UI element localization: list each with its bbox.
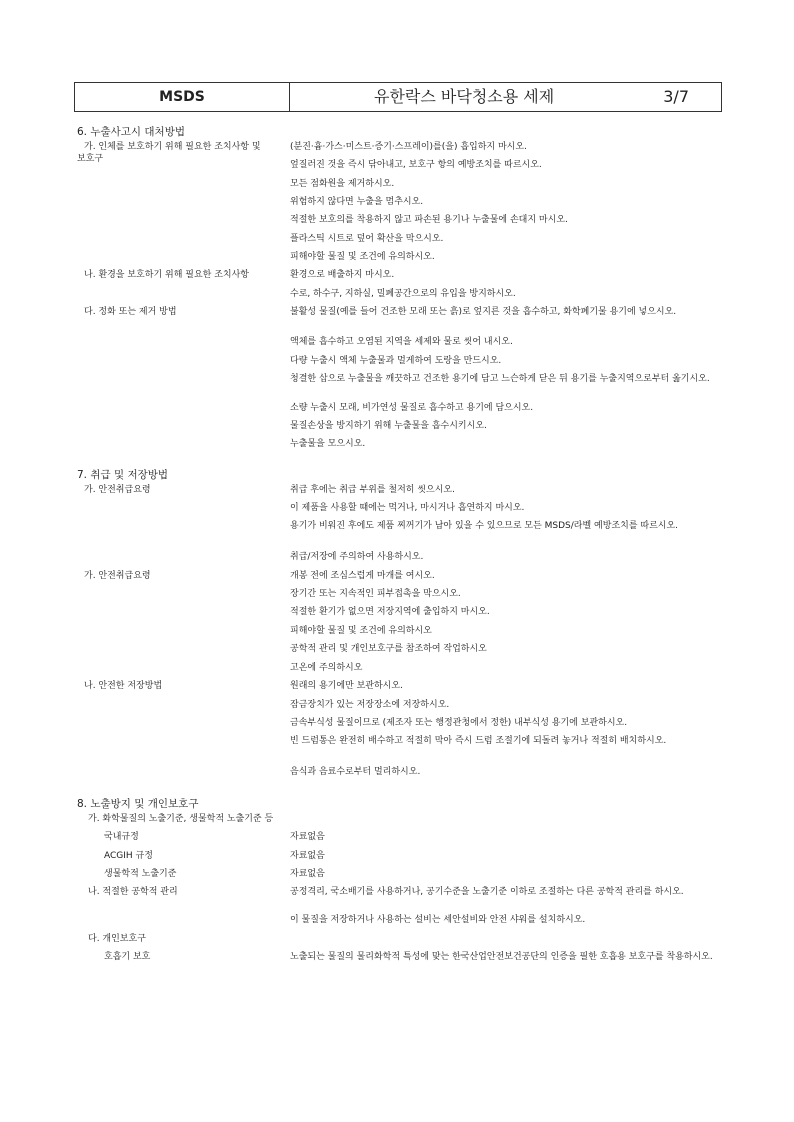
s7-ga-item: 취급/저장에 주의하여 사용하시오.	[290, 552, 424, 562]
s7-ga2-label: 가. 안전취급요령	[84, 571, 151, 581]
header-msds-label: MSDS	[75, 83, 290, 111]
s6-ga-item: 적절한 보호의를 착용하지 않고 파손된 용기나 누출물에 손대지 마시오.	[290, 215, 568, 225]
section-7-title: 7. 취급 및 저장방법	[77, 469, 169, 481]
s6-da-item: 물질손상을 방지하기 위해 누출물을 흡수시키시오.	[290, 421, 487, 431]
s7-ga-item: 취급 후에는 취급 부위를 철저히 씻으시오.	[290, 485, 455, 495]
s8-da-row-value: 노출되는 물질의 물리화학적 특성에 맞는 한국산업안전보건공단의 인증을 필한 호흡용 보호구를 착용하시오.	[290, 952, 713, 962]
s6-da-label: 다. 정화 또는 제거 방법	[84, 307, 177, 317]
s8-na-item: 이 물질을 저장하거나 사용하는 설비는 세안설비와 안전 샤워를 설치하시오.	[290, 915, 586, 925]
s7-ga2-item: 장기간 또는 지속적인 피부접촉을 막으시오.	[290, 589, 461, 599]
product-title: 유한락스 바닥청소용 세제	[374, 87, 555, 106]
s7-na-item: 음식과 음료수로부터 멀리하시오.	[290, 767, 421, 777]
s6-da-item: 누출물을 모으시오.	[290, 439, 366, 449]
s7-ga-label: 가. 안전취급요령	[84, 485, 151, 495]
s6-ga-item: 모든 점화원을 제거하시오.	[290, 179, 395, 189]
s8-row-value: 자료없음	[290, 851, 325, 861]
page-number: 3/7	[663, 87, 689, 106]
s8-da-label: 다. 개인보호구	[88, 934, 146, 944]
s6-da-item: 소량 누출시 모래, 비가연성 물질로 흡수하고 용기에 담으시오.	[290, 403, 534, 413]
s8-row-value: 자료없음	[290, 869, 325, 879]
s7-ga2-item: 공학적 관리 및 개인보호구를 참조하여 작업하시오	[290, 644, 487, 654]
s6-ga-item: 플라스틱 시트로 덮어 확산을 막으시오.	[290, 234, 444, 244]
s6-da-item: 다량 누출시 액체 누출물과 멀게하여 도랑을 만드시오.	[290, 356, 502, 366]
s6-da-item: 청결한 삽으로 누출물을 깨끗하고 건조한 용기에 담고 느슨하게 닫은 뒤 용기를 누출지역으로부터 옮기시오.	[290, 374, 710, 384]
s6-ga-item: 위험하지 않다면 누출을 멈추시오.	[290, 197, 424, 207]
s6-ga-label-2: 보호구	[77, 154, 104, 164]
s8-na-label: 나. 적절한 공학적 관리	[88, 887, 178, 897]
s6-na-label: 나. 환경을 보호하기 위해 필요한 조치사항	[84, 270, 249, 280]
s7-na-item: 빈 드럼통은 완전히 배수하고 적절히 막아 즉시 드럼 조절기에 되돌려 놓거나 적절히 배치하시오.	[290, 736, 667, 746]
s7-ga2-item: 적절한 환기가 없으면 저장지역에 출입하지 마시오.	[290, 607, 490, 617]
s6-ga-item: 엎질러진 것을 즉시 닦아내고, 보호구 항의 예방조치를 따르시오.	[290, 160, 542, 170]
s6-da-item: 액체를 흡수하고 오염된 지역을 세제와 물로 씻어 내시오.	[290, 337, 513, 347]
s6-ga-label: 가. 인체를 보호하기 위해 필요한 조치사항 및	[84, 142, 261, 152]
s7-ga2-item: 피해야할 물질 및 조건에 유의하시오	[290, 626, 432, 636]
s8-row-label: 국내규정	[104, 832, 139, 842]
section-6-title: 6. 누출사고시 대처방법	[77, 126, 185, 138]
s8-ga-label: 가. 화학물질의 노출기준, 생물학적 노출기준 등	[88, 814, 274, 824]
s8-row-label: 생물학적 노출기준	[104, 869, 177, 879]
s6-na-item: 환경으로 배출하지 마시오.	[290, 270, 395, 280]
s7-na-item: 잠금장치가 있는 저장장소에 저장하시오.	[290, 700, 450, 710]
s8-row-label: ACGIH 규정	[104, 851, 153, 861]
s7-na-item: 원래의 용기에만 보관하시오.	[290, 681, 403, 691]
s7-ga-item: 용기가 비워진 후에도 제품 찌꺼기가 남아 있을 수 있으므로 모든 MSDS/라벨 예방조치를 따르시오.	[290, 521, 679, 531]
s7-na-label: 나. 안전한 저장방법	[84, 681, 163, 691]
s6-na-item: 수로, 하수구, 지하실, 밀폐공간으로의 유입을 방지하시오.	[290, 289, 516, 299]
section-8-title: 8. 노출방지 및 개인보호구	[77, 798, 199, 810]
s8-na-item: 공정격리, 국소배기를 사용하거나, 공기수준을 노출기준 이하로 조절하는 다른 공학적 관리를 하시오.	[290, 887, 684, 897]
s8-row-value: 자료없음	[290, 832, 325, 842]
s6-ga-item: (분진·흄·가스·미스트·증기·스프레이)를(을) 흡입하지 마시오.	[290, 142, 527, 152]
s6-ga-item: 피해야할 물질 및 조건에 유의하시오.	[290, 252, 435, 262]
s6-da-item: 불활성 물질(예를 들어 건조한 모래 또는 흙)로 엎지른 것을 흡수하고, 화학폐기물 용기에 넣으시오.	[290, 307, 677, 317]
s7-ga2-item: 개봉 전에 조심스럽게 마개를 여시오.	[290, 571, 435, 581]
s7-na-item: 금속부식성 물질이므로 (제조자 또는 행정관청에서 정한) 내부식성 용기에 보관하시오.	[290, 718, 628, 728]
s7-ga2-item: 고온에 주의하시오	[290, 663, 363, 673]
s8-da-row-label: 호흡기 보호	[104, 952, 151, 962]
s7-ga-item: 이 제품을 사용할 때에는 먹거나, 마시거나 흡연하지 마시오.	[290, 503, 525, 513]
